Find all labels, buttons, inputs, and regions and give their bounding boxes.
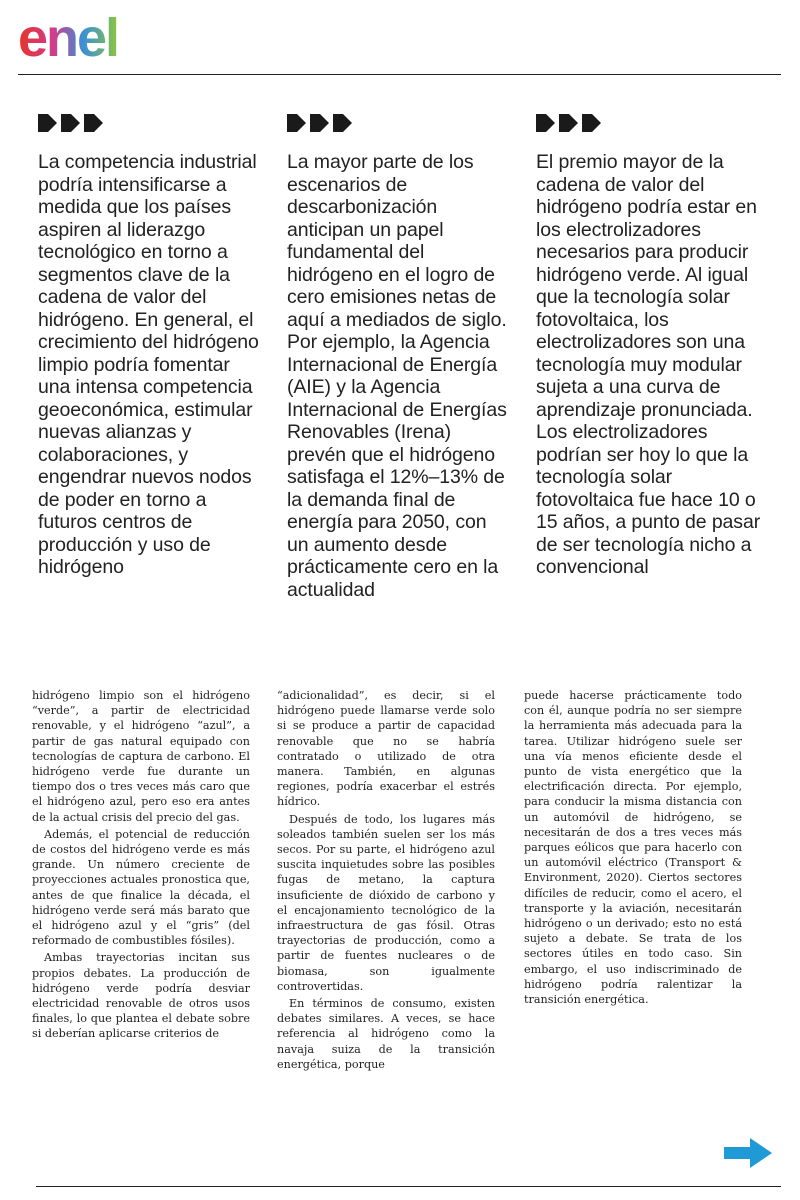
body-column-3 — [524, 688, 742, 1007]
callout-1 — [38, 112, 263, 579]
paragraph: hidrógeno limpio son el hidrógeno “verde”, a partir de electricidad renovable, y el hidrógeno “azul”, a partir de gas natural equipado con tecnologías de captura de carbono. El hidrógeno verde fue durante un tiempo dos o tres veces más caro que el hidrógeno azul, pero eso era antes de la actual crisis del precio del gas. — [32, 689, 250, 824]
paragraph: Ambas trayectorias incitan sus propios debates. La producción de hidrógeno verde podría desviar electricidad renovable de otros usos finales, lo que plantea el debate sobre si deberían aplicarse criterios de — [32, 951, 250, 1041]
callout-text: El premio mayor de la cadena de valor del hidrógeno podría estar en los electrolizadores necesarios para producir hidrógeno verde. Al igual que la tecnología solar fotovoltaica, los electrolizadores son una tecnología muy modular sujeta a una curva de aprendizaje pronunciada. Los electrolizadores podrían ser hoy lo que la tecnología solar fotovoltaica fue hace 10 o 15 años, a punto de pasar de ser tecnología nicho a convencional — [536, 151, 761, 578]
enel-logo — [18, 12, 178, 72]
callout-3 — [536, 112, 761, 579]
next-page-arrow-icon[interactable] — [722, 1136, 774, 1170]
bottom-divider — [36, 1186, 781, 1187]
triple-arrow-icon — [38, 112, 108, 134]
triple-arrow-icon — [536, 112, 606, 134]
top-divider — [18, 74, 781, 75]
body-column-1 — [32, 688, 250, 1042]
logo-wordmark: enel — [18, 12, 119, 68]
paragraph: Después de todo, los lugares más soleados también suelen ser los más secos. Por su parte, el hidrógeno azul suscita inquietudes sobre las posibles fugas de metano, la captura insuficiente de dióxido de carbono y el encajonamiento tecnológico de la infraestructura de gas fósil. Otras trayectorias de producción, como a partir de fuentes nucleares o de biomasa, son igualmente controvertidas. — [277, 812, 495, 993]
callout-2 — [287, 112, 512, 601]
callout-text: La mayor parte de los escenarios de descarbonización anticipan un papel fundamental del hidrógeno en el logro de cero emisiones netas de aquí a mediados de siglo. Por ejemplo, la Agencia Internacional de Energía (AIE) y la Agencia Internacional de Energías Renovables (Irena) prevén que el hidrógeno satisfaga el 12%–13% de la demanda final de energía para 2050, con un aumento desde prácticamente cero en la actualidad — [287, 151, 507, 601]
paragraph: Además, el potencial de reducción de costos del hidrógeno verde es más grande. Un número creciente de proyecciones actuales pronostica que, antes de que finalice la década, el hidrógeno verde será más barato que el hidrógeno azul y el “gris” (del reformado de combustibles fósiles). — [32, 827, 250, 948]
paragraph: “adicionalidad”, es decir, si el hidrógeno puede llamarse verde solo si se produce a partir de capacidad renovable que no se habría contratado o utilizado de otra manera. También, en algunas regiones, podría exacerbar el estrés hídrico. — [277, 689, 495, 809]
paragraph: En términos de consumo, existen debates similares. A veces, se hace referencia al hidrógeno como la navaja suiza de la transición energética, porque — [277, 997, 495, 1071]
triple-arrow-icon — [287, 112, 357, 134]
body-column-2 — [277, 688, 495, 1072]
paragraph: puede hacerse prácticamente todo con él, aunque podría no ser siempre la herramienta más adecuada para la tarea. Utilizar hidrógeno suele ser una vía menos eficiente desde el punto de vista energético que la electrificación directa. Por ejemplo, para conducir la misma distancia con un automóvil de hidrógeno, se necesitarán de dos a tres veces más parques eólicos que para hacerlo con un automóvil eléctrico (Transport & Environment, 2020). Ciertos sectores difíciles de reducir, como el acero, el transporte y la aviación, necesitarán hidrógeno o un derivado; esto no está sujeto a debate. Se trata de los sectores útiles en todo caso. Sin embargo, el uso indiscriminado de hidrógeno podría ralentizar la transición energética. — [524, 689, 742, 1007]
callout-text: La competencia industrial podría intensificarse a medida que los países aspiren al liderazgo tecnológico en torno a segmentos clave de la cadena de valor del hidrógeno. En general, el crecimiento del hidrógeno limpio podría fomentar una intensa competencia geoeconómica, estimular nuevas alianzas y colaboraciones, y engendrar nuevos nodos de poder en torno a futuros centros de producción y uso de hidrógeno — [38, 151, 259, 578]
